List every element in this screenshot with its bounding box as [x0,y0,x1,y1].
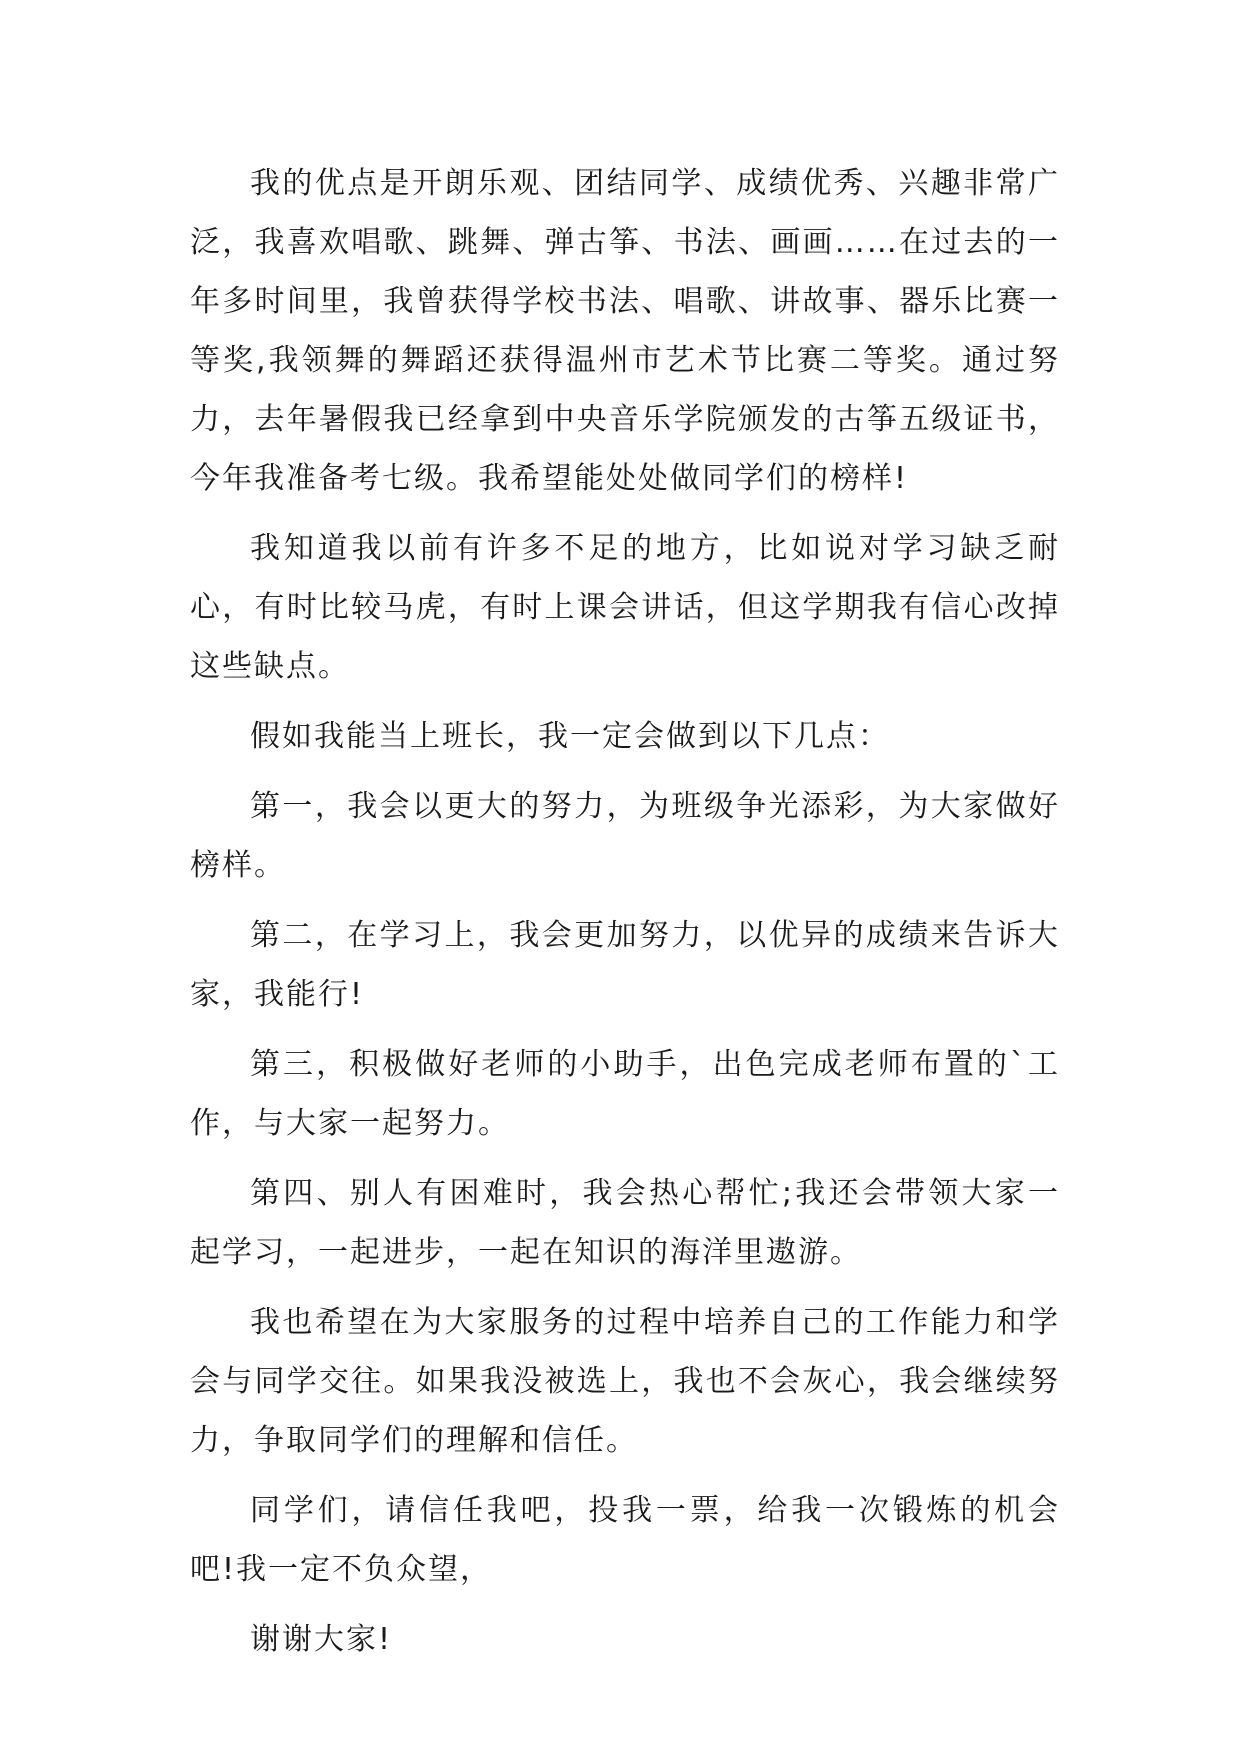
paragraph-appeal: 同学们，请信任我吧，投我一票，给我一次锻炼的机会吧!我一定不负众望， [190,1493,1060,1587]
paragraph-point-four: 第四、别人有困难时，我会热心帮忙;我还会带领大家一起学习，一起进步，一起在知识的海洋里遨游。 [190,1176,1060,1270]
paragraph-point-two: 第二，在学习上，我会更加努力，以优异的成绩来告诉大家，我能行! [190,918,1060,1012]
paragraph-weaknesses: 我知道我以前有许多不足的地方，比如说对学习缺乏耐心，有时比较马虎，有时上课会讲话，但这学期我有信心改掉这些缺点。 [190,531,1060,684]
paragraph-point-three: 第三，积极做好老师的小助手，出色完成老师布置的`工作，与大家一起努力。 [190,1047,1060,1141]
paragraph-strengths: 我的优点是开朗乐观、团结同学、成绩优秀、兴趣非常广泛，我喜欢唱歌、跳舞、弹古筝、书法、画画……在过去的一年多时间里，我曾获得学校书法、唱歌、讲故事、器乐比赛一等奖,我领舞的舞蹈还获得温州市艺术节比赛二等奖。通过努力，去年暑假我已经拿到中央音乐学院颁发的古筝五级证书，今年我准备考七级。我希望能处处做同学们的榜样! [190,166,1060,496]
document-body [190,154,1060,1680]
paragraph-hope: 我也希望在为大家服务的过程中培养自己的工作能力和学会与同学交往。如果我没被选上，我也不会灰心，我会继续努力，争取同学们的理解和信任。 [190,1305,1060,1458]
paragraph-thanks: 谢谢大家! [250,1622,393,1657]
paragraph-point-one: 第一，我会以更大的努力，为班级争光添彩，为大家做好榜样。 [190,789,1060,883]
paragraph-promise-intro: 假如我能当上班长，我一定会做到以下几点： [250,719,890,754]
